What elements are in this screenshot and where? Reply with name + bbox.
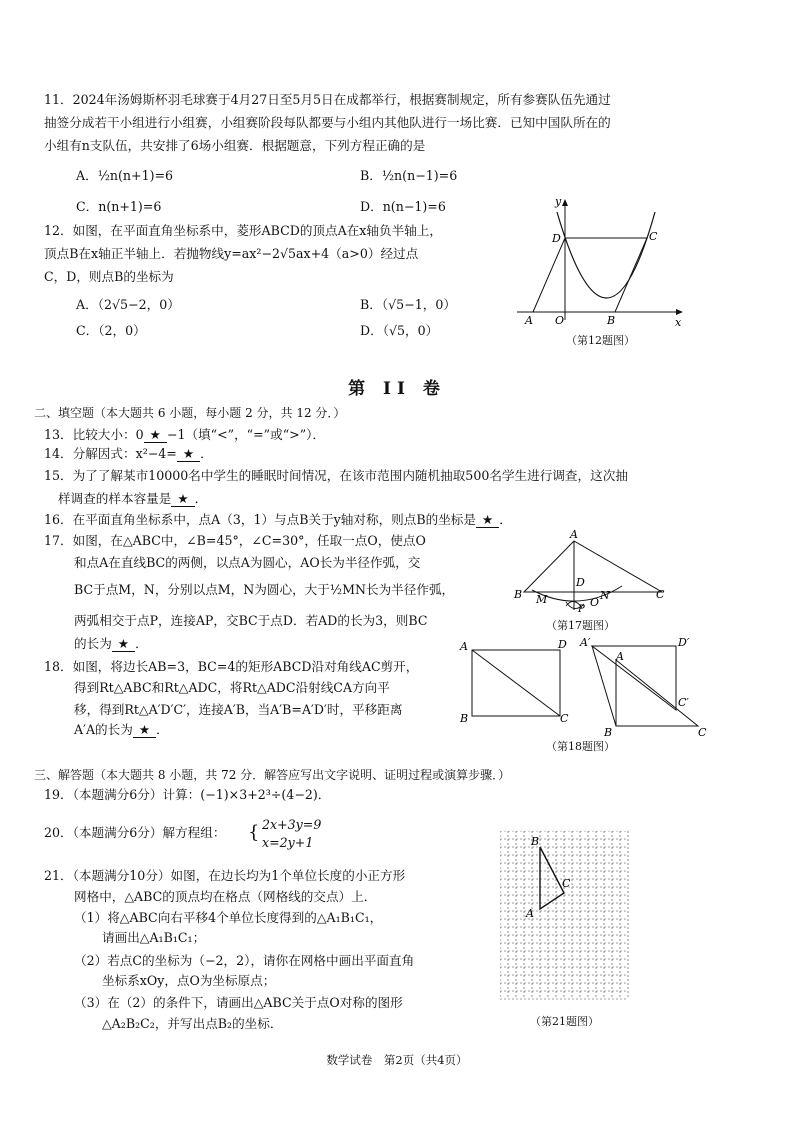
q11-option-a: A．½n(n+1)=6	[76, 168, 174, 183]
label-c-prime: C′	[678, 696, 689, 709]
q11-line3: 小组有n支队伍，共安排了6场小组赛．根据题意，下列方程正确的是	[44, 138, 426, 153]
q17-line2: 和点A在直线BC的两侧，以点A为圆心，AO长为半径作弧，交	[74, 555, 421, 570]
parabola	[557, 212, 655, 298]
label-x: x	[675, 316, 682, 329]
label-d: D	[558, 638, 567, 651]
q14-answer-blank[interactable]: ★	[177, 447, 200, 462]
label-c: C	[562, 877, 571, 890]
q21-part1b: 请画出△A₁B₁C₁；	[102, 930, 206, 945]
q21-part3b: △A₂B₂C₂，并写出点B₂的坐标．	[102, 1016, 283, 1031]
label-o: O	[590, 596, 600, 609]
label-a: A	[460, 640, 468, 653]
q16-text-pre: 16．在平面直角坐标系中，点A（3，1）与点B关于y轴对称，则点B的坐标是	[44, 512, 476, 527]
page-footer: 数学试卷 第2页（共4页）	[326, 1053, 468, 1067]
q21-part3a: （3）在（2）的条件下，请画出△ABC关于点O对称的图形	[74, 995, 403, 1010]
section3-heading: 三、解答题（本大题共 8 小题，共 72 分．解答应写出文字说明、证明过程或演算步骤．）	[34, 768, 511, 782]
q20-brace: {	[248, 822, 260, 843]
q12-option-a: A．（2√5−2，0）	[76, 297, 180, 312]
dashed-grid	[500, 831, 628, 999]
q12-line1: 12．如图，在平面直角坐标系中，菱形ABCD的顶点A在x轴负半轴上，	[44, 223, 442, 238]
q18-line1: 18．如图，将边长AB=3，BC=4的矩形ABCD沿对角线AC剪开，	[44, 659, 419, 674]
label-c: C	[649, 230, 658, 243]
q21-grid-figure	[500, 831, 630, 1003]
q11-line2: 抽签分成若干小组进行小组赛，小组赛阶段每队都要与小组内其他队进行一场比赛．已知中国队所在的	[44, 115, 611, 130]
q17-text-pre: 的长为	[74, 636, 112, 651]
q21-caption: （第21题图）	[530, 1015, 599, 1028]
section2-heading: 二、填空题（本大题共 6 小题，每小题 2 分，共 12 分．）	[34, 406, 346, 420]
q16-answer-blank[interactable]: ★	[476, 513, 499, 528]
label-c: C	[656, 588, 665, 601]
label-d: D	[576, 576, 585, 589]
label-a: A	[525, 314, 533, 327]
q13-answer-blank[interactable]: ★	[144, 428, 167, 443]
q14	[44, 447, 213, 462]
label-b: B	[460, 712, 469, 725]
q18-caption: （第18题图）	[546, 740, 615, 753]
q21-line2: 网格中，△ABC的顶点均在格点（网格线的交点）上．	[74, 889, 377, 904]
q20-text-pre: 20．（本题满分6分）解方程组：	[44, 825, 226, 840]
q19: 19．（本题满分6分）计算：(−1)×3+2³÷(4−2)．	[44, 787, 331, 802]
label-a-right: A	[616, 650, 624, 663]
q18-figure	[456, 634, 718, 742]
q13-text-pre: 13．比较大小：0	[44, 427, 144, 442]
q12-line2: 顶点B在x轴正半轴上．若抛物线y=ax²−2√5ax+4（a>0）经过点	[44, 246, 419, 261]
label-b: B	[514, 588, 523, 601]
label-b: B	[607, 314, 616, 327]
q21-part2b: 坐标系xOy，点O为坐标原点；	[102, 973, 276, 988]
q12-figure	[515, 196, 685, 332]
label-p: P	[578, 604, 585, 614]
q12-option-d: D．（√5，0）	[360, 323, 439, 338]
q12-option-b: B．（√5−1，0）	[360, 297, 456, 312]
q20	[44, 826, 225, 840]
q15-line1: 15．为了了解某市10000名中学生的睡眠时间情况，在该市范围内随机抽取500名学生进行调查，这次抽	[44, 468, 628, 483]
q21-part1a: （1）将△ABC向右平移4个单位长度得到的△A₁B₁C₁，	[74, 910, 383, 925]
label-d: D	[552, 232, 561, 245]
q18-line3: 移，得到Rt△A′D′C′，连接A′B，当A′B=A′D′时，平移距离	[74, 702, 403, 717]
q13-text-post: −1（填“<”，“=”或“>”）．	[166, 427, 326, 442]
triangle-abc	[540, 847, 564, 909]
triangle-a1d1c1	[592, 646, 676, 710]
q15-line2	[58, 492, 207, 507]
q14-text-post: ．	[200, 446, 213, 461]
q21-line1: 21．（本题满分10分）如图，在边长均为1个单位长度的小正方形	[44, 868, 406, 883]
q18-line2: 得到Rt△ABC和Rt△ADC，将Rt△ADC沿射线CA方向平	[74, 680, 390, 695]
q20-equation-2: x=2y+1	[262, 835, 314, 850]
q15-text-post: ．	[194, 491, 208, 506]
label-y: y	[555, 196, 562, 208]
q17-answer-blank[interactable]: ★	[112, 637, 135, 652]
q17-text-post: ．	[135, 636, 148, 651]
q12-line3: C，D，则点B的坐标为	[44, 269, 174, 284]
label-o: O	[555, 314, 565, 327]
q21-part2a: （2）若点C的坐标为（−2，2），请你在网格中画出平面直角	[74, 953, 415, 968]
q17-caption: （第17题图）	[546, 619, 615, 632]
label-c-right: C	[698, 726, 707, 739]
part2-title: 第 II 卷	[348, 379, 446, 399]
label-d-prime: D′	[678, 636, 690, 649]
q11-option-b: B．½n(n−1)=6	[360, 168, 458, 183]
label-a: A	[526, 907, 534, 920]
q18-text-pre: A′A的长为	[74, 722, 133, 737]
label-m: M	[536, 593, 548, 606]
q12-option-c: C．（2，0）	[76, 323, 146, 338]
q18-line4	[74, 723, 169, 738]
q20-equation-1: 2x+3y=9	[262, 817, 322, 832]
segment-a1b	[592, 646, 616, 726]
q11-option-c: C．n(n+1)=6	[76, 199, 162, 214]
q17-line5	[74, 637, 148, 652]
y-axis-arrow	[562, 199, 568, 206]
q14-text-pre: 14．分解因式：x²−4=	[44, 446, 177, 461]
q17-line4: 两弧相交于点P，连接AP，交BC于点D．若AD的长为3，则BC	[74, 613, 428, 628]
triangle-abc-right	[616, 660, 698, 726]
q18-text-post: ．	[156, 722, 169, 737]
q16	[44, 513, 512, 528]
q12-caption: （第12题图）	[566, 334, 635, 347]
label-a-prime: A′	[580, 636, 591, 649]
diagonal-ac	[472, 650, 560, 716]
label-a: A	[570, 528, 578, 541]
q11-line1: 11．2024年汤姆斯杯羽毛球赛于4月27日至5月5日在成都举行，根据赛制规定，所有参赛队伍先通过	[44, 92, 611, 107]
q18-answer-blank[interactable]: ★	[133, 723, 156, 738]
label-b-right: B	[604, 726, 613, 739]
triangle-abc	[524, 541, 662, 592]
q16-text-post: ．	[499, 512, 512, 527]
rhombus-abcd	[533, 238, 647, 312]
x-axis-arrow	[676, 309, 683, 315]
q15-text-pre: 样调查的样本容量是	[58, 491, 172, 506]
label-n: N	[600, 589, 610, 602]
q13	[44, 428, 325, 443]
q17-figure	[510, 528, 680, 614]
q15-answer-blank[interactable]: ★	[171, 492, 194, 507]
q17-line1: 17．如图，在△ABC中，∠B=45°，∠C=30°，任取一点O，使点O	[44, 533, 426, 548]
q11-option-d: D．n(n−1)=6	[360, 199, 446, 214]
label-b: B	[531, 835, 540, 848]
label-c: C	[560, 712, 569, 725]
q17-line3: BC于点M，N，分别以点M，N为圆心，大于½MN长为半径作弧，	[74, 582, 455, 597]
